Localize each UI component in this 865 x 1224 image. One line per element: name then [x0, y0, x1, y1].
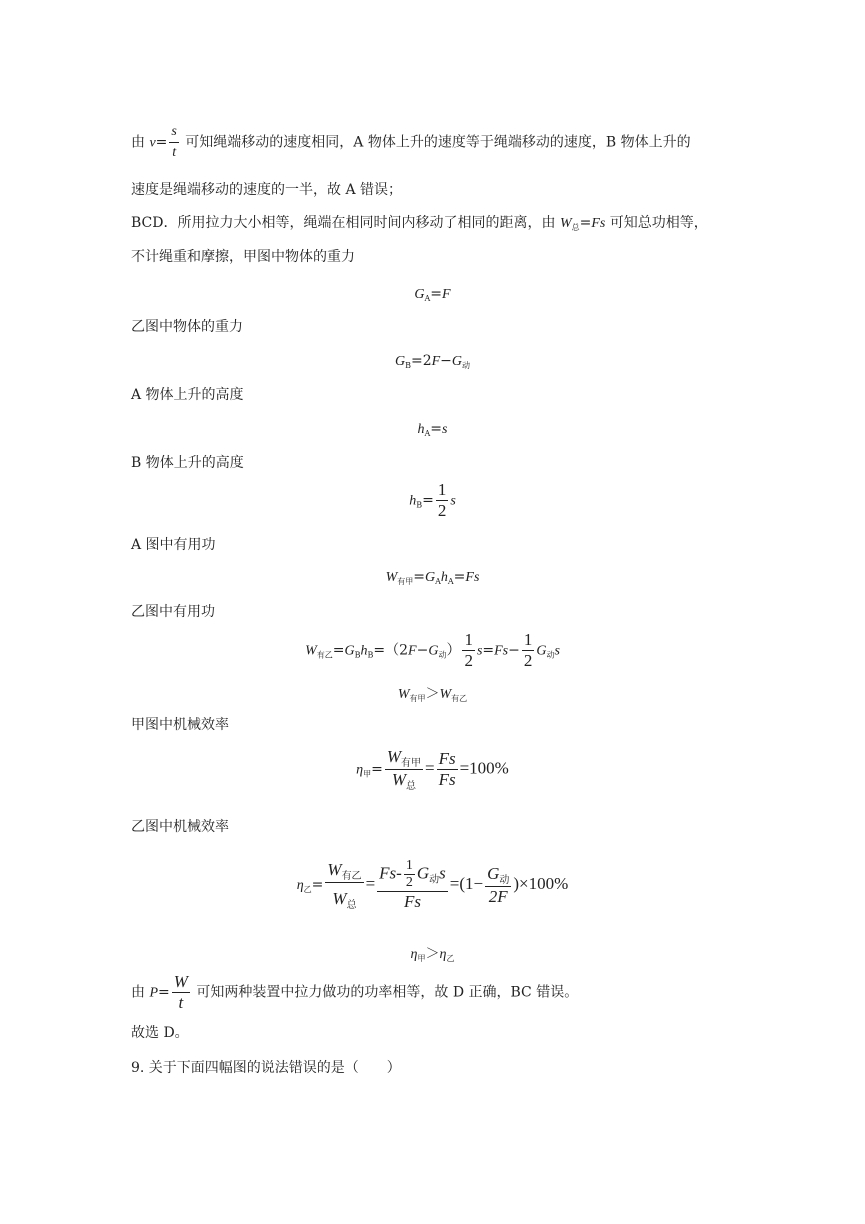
paragraph-efficiency-b: 乙图中机械效率 — [131, 819, 229, 835]
fraction-fs-minus: Fs- $\frac{1}{2}$ $G_动s$ Fs — [379, 858, 446, 911]
equation-hb: $h_B=$ $\frac{1}{2}$ s — [409, 480, 456, 520]
question-9: 9. 关于下面四幅图的说法错误的是（ ） — [131, 1060, 401, 1076]
equation-w-compare: $W_{有甲}>W_{有乙}$ — [397, 686, 468, 703]
fraction-s-over-t: $\frac{s}{t}$ — [171, 124, 177, 160]
paragraph-useful-work-b: 乙图中有用功 — [131, 604, 215, 620]
fraction-w-over-t: $\frac{W}{t}$ — [173, 972, 188, 1012]
var-v: v — [149, 135, 156, 151]
paragraph-velocity — [131, 122, 691, 163]
paragraph-conclusion-a: 速度是绳端移动的速度的一半，故 A 错误； — [131, 182, 403, 198]
paragraph-height-b: B 物体上升的高度 — [131, 455, 244, 471]
equation-ha: $h_A=s$ — [417, 421, 448, 438]
equation-ga: $G_A=F$ — [414, 286, 451, 303]
fraction-half: $\frac{1}{2}$ — [464, 630, 473, 670]
fraction-half: $\frac{1}{2}$ — [523, 630, 533, 670]
fraction-half: $\frac{1}{2}$ — [437, 480, 447, 520]
paragraph-answer: 故选 D。 — [131, 1025, 189, 1041]
equation-eta-yi: $\eta_乙=$ $\frac{W_{有乙}}{W_总}$ = Fs- $\frac{1}{2}$ $G_动s$ Fs =(1− $\frac{G_动}{2F}$ )×100% — [296, 858, 569, 911]
paragraph-height-a: A 物体上升的高度 — [131, 387, 244, 403]
paragraph-bcd: BCD．所用拉力大小相等，绳端在相同时间内移动了相同的距离，由 $W_总=Fs$ 可知总功相等， — [131, 215, 708, 232]
equation-gb: $G_B=2F-G_动$ — [394, 353, 471, 370]
fraction-g-over-2f: $\frac{G_动}{2F}$ — [487, 863, 510, 906]
equation-w-yi: $W_{有乙}=G_Bh_B=(2F-G_动)$ $\frac{1}{2}$ s=Fs− $\frac{1}{2}$ $G_动s$ — [305, 630, 560, 670]
paragraph-weight-b: 乙图中物体的重力 — [131, 319, 243, 335]
paragraph-weight-a: 不计绳重和摩擦，甲图中物体的重力 — [131, 249, 355, 265]
equation-eta-jia: $\eta_甲=$ $\frac{W_{有甲}}{W_总}$ = $\frac{Fs}{Fs}$ =100% — [356, 747, 509, 792]
equation-eta-compare: $\eta_甲>\eta_乙$ — [410, 946, 455, 963]
text: 可知绳端移动的速度相同，A 物体上升的速度等于绳端移动的速度，B 物体上升的 — [180, 134, 691, 151]
equals: = — [155, 134, 168, 151]
text: 由 — [131, 134, 150, 151]
paragraph-power: 由 P= $\frac{W}{t}$ 可知两种装置中拉力做功的功率相等，故 D 正确，BC 错误。 — [131, 972, 579, 1012]
fraction-fs: $\frac{Fs}{Fs}$ — [438, 749, 456, 789]
paragraph-useful-work-a: A 图中有用功 — [131, 537, 216, 553]
paragraph-efficiency-a: 甲图中机械效率 — [131, 717, 229, 733]
fraction-w-ratio: $\frac{W_{有乙}}{W_总}$ — [327, 859, 362, 911]
fraction-w-ratio: $\frac{W_{有甲}}{W_总}$ — [386, 747, 421, 792]
equation-w-jia: $W_{有甲}=G_Ah_A=Fs$ — [385, 569, 480, 586]
